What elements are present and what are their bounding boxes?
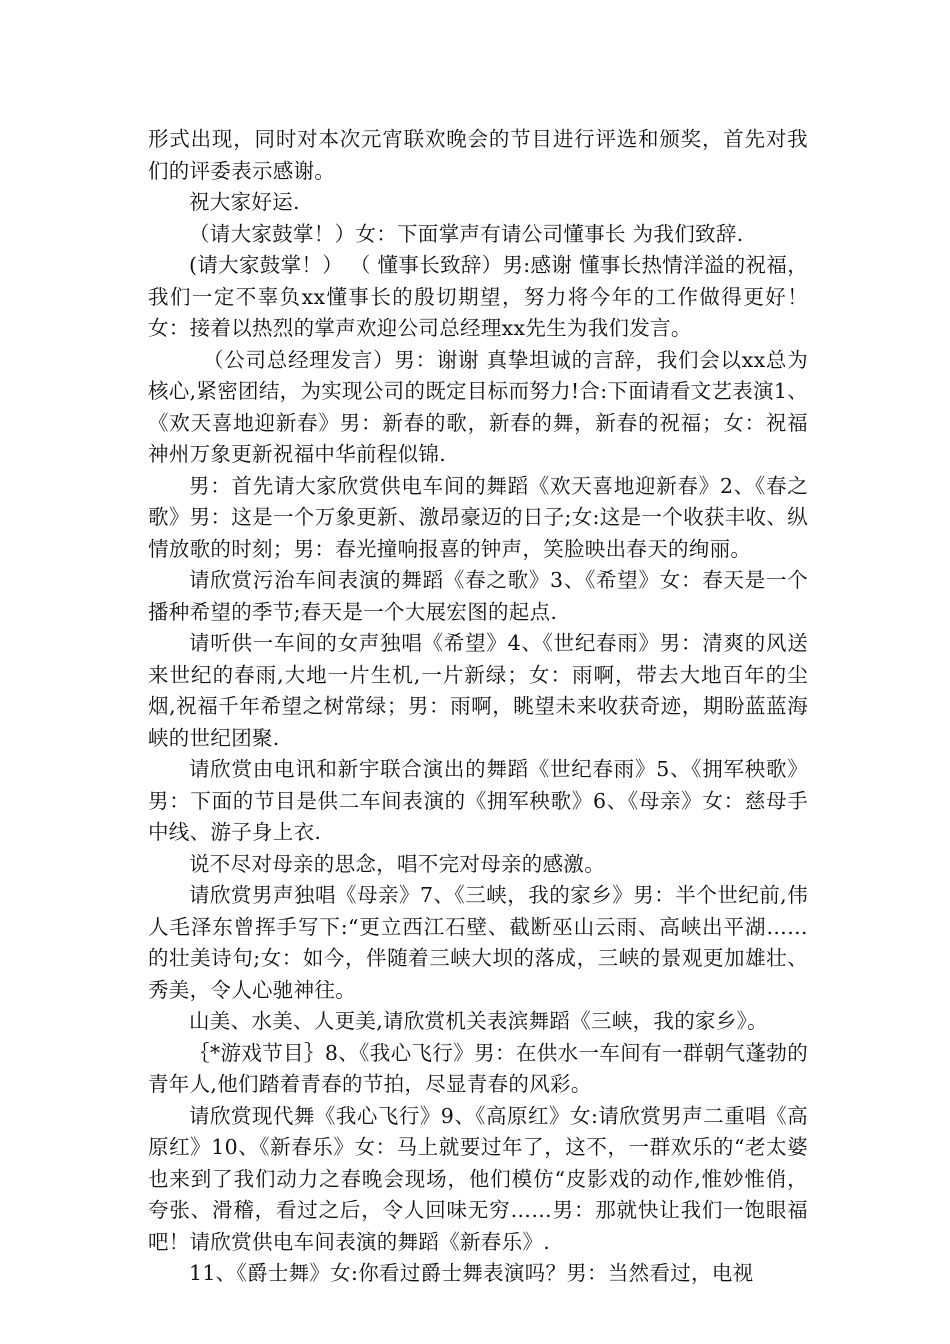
paragraph: （请大家鼓掌！）女：下面掌声有请公司懂事长 为我们致辞. [189, 221, 744, 246]
paragraph: ｛*游戏节目｝8、《我心飞行》男：在供水一车间有一群朝气蓬勃的青年人,他们踏着青春的节拍，尽显青春的风彩。 [148, 1040, 808, 1096]
paragraph: 11、《爵士舞》女:你看过爵士舞表演吗？男：当然看过，电视 [189, 1261, 754, 1285]
paragraph: (请大家鼓掌！） （ 懂事长致辞）男:感谢 懂事长热情洋溢的祝福，我们一定不辜负xx懂事长的殷切期望，努力将今年的工作做得更好！女：接着以热烈的掌声欢迎公司总经理xx先生为我们发言。 [148, 253, 808, 340]
paragraph: 说不尽对母亲的思念，唱不完对母亲的感激。 [189, 851, 605, 876]
paragraph: 请欣赏现代舞《我心飞行》9、《高原红》女:请欣赏男声二重唱《高原红》10、《新春乐》女：马上就要过年了，这不，一群欢乐的“老太婆也来到了我们动力之春晚会现场，他们模仿“皮影戏的动作,惟妙惟俏，夸张、滑稽，看过之后，令人回味无穷……男：那就快让我们一饱眼福吧！请欣赏供电车间表演的舞蹈《新春乐》. [148, 1103, 808, 1254]
paragraph: 请欣赏男声独唱《母亲》7、《三峡，我的家乡》男：半个世纪前,伟人毛泽东曾挥手写下:“更立西江石壁、截断巫山云雨、高峡出平湖……的壮美诗句;女：如今，伴随着三峡大坝的落成，三峡的景观更加雄壮、秀美，令人心驰神往。 [148, 883, 808, 1002]
paragraph: 祝大家好运. [189, 190, 300, 214]
paragraph: 请欣赏由电讯和新宇联合演出的舞蹈《世纪春雨》5、《拥军秧歌》男：下面的节目是供二车间表演的《拥军秧歌》6、《母亲》女：慈母手中线、游子身上衣. [148, 757, 808, 844]
paragraph: 男：首先请大家欣赏供电车间的舞蹈《欢天喜地迎新春》2、《春之歌》男：这是一个万象更新、激昂豪迈的日子;女:这是一个收获丰收、纵情放歌的时刻；男：春光撞响报喜的钟声，笑脸映出春天的绚丽。 [148, 473, 808, 561]
paragraph: 山美、水美、人更美,请欣赏机关表滨舞蹈《三峡，我的家乡》。 [189, 1009, 768, 1033]
paragraph: 请欣赏污治车间表演的舞蹈《春之歌》3、《希望》女：春天是一个播种希望的季节;春天是一个大展宏图的起点. [148, 568, 808, 624]
paragraph: 请听供一车间的女声独唱《希望》4、《世纪春雨》男：清爽的风送来世纪的春雨,大地一片生机,一片新绿；女：雨啊，带去大地百年的尘烟,祝福千年希望之树常绿；男：雨啊，眺望未来收获奇迹，期盼蓝蓝海峡的世纪团聚. [148, 631, 808, 750]
paragraph: 形式出现，同时对本次元宵联欢晚会的节目进行评选和颁奖，首先对我们的评委表示感谢。 [148, 127, 808, 183]
document-page [148, 124, 808, 1290]
paragraph: （公司总经理发言）男：谢谢 真挚坦诚的言辞，我们会以xx总为核心,紧密团结，为实现公司的既定目标而努力!合:下面请看文艺表演1、《欢天喜地迎新春》男：新春的歌，新春的舞，新春的祝福；女：祝福神州万象更新祝福中华前程似锦. [148, 347, 808, 466]
